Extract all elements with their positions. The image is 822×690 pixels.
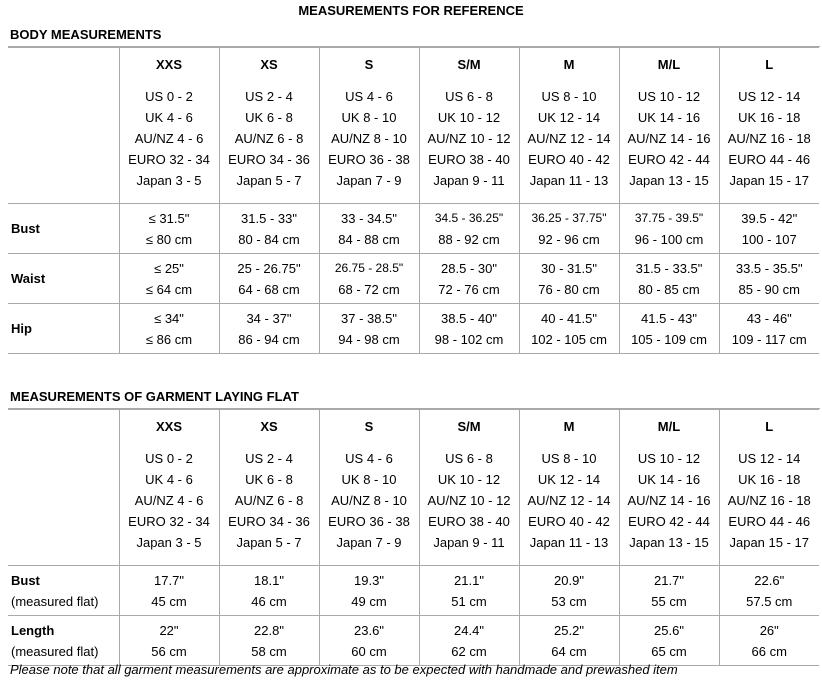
row-label: Length — [11, 622, 55, 638]
measurement-cell — [219, 566, 319, 616]
inches-value: 36.25 - 37.75" — [531, 210, 607, 225]
size-header-cell — [619, 48, 719, 204]
size-conversion-line: EURO 36 - 38 — [328, 514, 410, 529]
size-conversion-line: Japan 15 - 17 — [729, 173, 809, 188]
size-conversion-line: UK 8 - 10 — [341, 110, 397, 125]
size-conversion-line: UK 4 - 6 — [145, 110, 193, 125]
size-header-row — [8, 410, 819, 566]
inches-value: ≤ 25" — [154, 260, 184, 276]
size-conversion-line: UK 12 - 14 — [537, 472, 601, 487]
cm-value: 65 cm — [651, 643, 687, 659]
size-header-cell — [419, 410, 519, 566]
measurement-cell — [419, 566, 519, 616]
size-conversion-line: US 6 - 8 — [445, 89, 493, 104]
size-conversion-line: US 10 - 12 — [637, 89, 701, 104]
size-conversion-line: Japan 11 - 13 — [529, 535, 609, 550]
inches-value: 39.5 - 42" — [741, 210, 798, 226]
measurement-row — [8, 566, 819, 616]
size-conversion-line: AU/NZ 8 - 10 — [331, 131, 407, 146]
row-label: Hip — [11, 321, 32, 336]
inches-value: 24.4" — [454, 622, 484, 638]
size-header-cell — [219, 48, 319, 204]
size-conversion-line: US 0 - 2 — [145, 89, 193, 104]
size-conversion-line: EURO 38 - 40 — [428, 152, 510, 167]
cm-value: ≤ 64 cm — [145, 281, 193, 297]
measurement-cell — [219, 204, 319, 254]
size-conversion-line: EURO 36 - 38 — [328, 152, 410, 167]
size-conversion-line: UK 12 - 14 — [537, 110, 601, 125]
size-name: L — [765, 57, 774, 72]
size-conversion-line: US 0 - 2 — [145, 451, 193, 466]
size-conversion-line: AU/NZ 12 - 14 — [527, 131, 611, 146]
size-conversion-line: EURO 38 - 40 — [428, 514, 510, 529]
cm-value: 109 - 117 cm — [731, 331, 807, 347]
size-name: M — [563, 419, 575, 434]
size-conversion-line: UK 8 - 10 — [341, 472, 397, 487]
measurement-cell — [119, 254, 219, 304]
cm-value: 80 - 84 cm — [238, 231, 300, 247]
measurement-cell — [219, 304, 319, 354]
inches-value: 37.75 - 39.5" — [634, 210, 704, 225]
size-conversion-line: AU/NZ 10 - 12 — [427, 131, 511, 146]
size-conversion-line: AU/NZ 14 - 16 — [627, 493, 711, 508]
size-name: S — [364, 419, 374, 434]
row-label: Bust — [11, 572, 40, 588]
measurement-cell — [719, 254, 819, 304]
size-conversion-line: Japan 9 - 11 — [433, 535, 505, 550]
inches-value: 23.6" — [354, 622, 384, 638]
inches-value: 37 - 38.5" — [341, 310, 397, 326]
measurement-cell — [119, 204, 219, 254]
size-conversion-line: Japan 13 - 15 — [629, 173, 709, 188]
size-conversion-line: Japan 7 - 9 — [336, 535, 402, 550]
inches-value: 34 - 37" — [246, 310, 292, 326]
inches-value: 26" — [759, 622, 779, 638]
inches-value: ≤ 31.5" — [148, 210, 190, 226]
inches-value: 25.6" — [654, 622, 684, 638]
cm-value: 51 cm — [451, 593, 487, 609]
measurement-cell — [119, 304, 219, 354]
empty-corner-cell — [8, 410, 119, 566]
cm-value: 46 cm — [251, 593, 287, 609]
inches-value: 38.5 - 40" — [441, 310, 497, 326]
size-conversion-line: EURO 34 - 36 — [228, 514, 310, 529]
size-conversion-line: AU/NZ 4 - 6 — [134, 493, 204, 508]
size-conversion-line: Japan 11 - 13 — [529, 173, 609, 188]
measurement-cell — [419, 204, 519, 254]
size-name: XXS — [155, 419, 182, 434]
measurement-cell — [319, 616, 419, 666]
size-conversion-line: Japan 7 - 9 — [336, 173, 402, 188]
inches-value: 25 - 26.75" — [237, 260, 301, 276]
row-label: Bust — [11, 221, 40, 236]
cm-value: 88 - 92 cm — [438, 231, 500, 247]
measurement-cell — [419, 616, 519, 666]
measurement-row — [8, 616, 819, 666]
size-conversion-line: AU/NZ 8 - 10 — [331, 493, 407, 508]
body-measurements-table — [8, 47, 819, 354]
measurement-cell — [719, 566, 819, 616]
measurement-cell — [319, 204, 419, 254]
size-conversion-line: AU/NZ 6 - 8 — [234, 493, 304, 508]
size-conversion-line: UK 10 - 12 — [437, 472, 501, 487]
measurement-cell — [519, 304, 619, 354]
measurement-cell — [519, 254, 619, 304]
cm-value: 62 cm — [451, 643, 487, 659]
cm-value: 105 - 109 cm — [631, 331, 707, 347]
size-header-cell — [719, 410, 819, 566]
size-name: S/M — [457, 57, 481, 72]
cm-value: 56 cm — [151, 643, 187, 659]
footnote: Please note that all garment measurements are approximate as to be expected with handmade and prewashed item — [10, 662, 678, 677]
row-label: Waist — [11, 271, 46, 286]
size-conversion-line: UK 16 - 18 — [738, 472, 801, 487]
inches-value: 22" — [159, 622, 179, 638]
size-conversion-line: AU/NZ 6 - 8 — [234, 131, 304, 146]
size-conversion-line: EURO 32 - 34 — [128, 514, 210, 529]
cm-value: 64 - 68 cm — [238, 281, 300, 297]
cm-value: 57.5 cm — [746, 593, 793, 609]
cm-value: 80 - 85 cm — [638, 281, 700, 297]
inches-value: 17.7" — [154, 572, 184, 588]
size-name: XS — [260, 57, 278, 72]
measurement-row — [8, 304, 819, 354]
measurement-cell — [119, 616, 219, 666]
size-header-cell — [519, 410, 619, 566]
size-conversion-line: EURO 40 - 42 — [528, 514, 610, 529]
cm-value: ≤ 86 cm — [145, 331, 193, 347]
inches-value: 22.6" — [754, 572, 785, 588]
measurement-cell — [619, 254, 719, 304]
size-conversion-line: US 4 - 6 — [345, 451, 393, 466]
cm-value: 98 - 102 cm — [434, 331, 504, 347]
size-conversion-line: UK 6 - 8 — [245, 110, 293, 125]
empty-corner-cell — [8, 48, 119, 204]
measurement-cell — [519, 204, 619, 254]
size-conversion-line: AU/NZ 10 - 12 — [427, 493, 511, 508]
row-label-cell — [8, 254, 119, 304]
inches-value: 31.5 - 33" — [241, 210, 297, 226]
inches-value: 22.8" — [254, 622, 284, 638]
inches-value: 25.2" — [554, 622, 584, 638]
size-conversion-line: UK 6 - 8 — [245, 472, 293, 487]
size-name: S — [364, 57, 374, 72]
cm-value: 72 - 76 cm — [438, 281, 500, 297]
size-conversion-line: Japan 3 - 5 — [136, 173, 202, 188]
measurement-cell — [719, 616, 819, 666]
size-conversion-line: Japan 13 - 15 — [629, 535, 709, 550]
size-header-cell — [119, 410, 219, 566]
garment-measurements-table — [8, 409, 819, 666]
size-conversion-line: US 4 - 6 — [345, 89, 393, 104]
garment-measurements-title: MEASUREMENTS OF GARMENT LAYING FLAT — [10, 389, 299, 404]
size-header-cell — [519, 48, 619, 204]
inches-value: 40 - 41.5" — [541, 310, 597, 326]
size-conversion-line: US 8 - 10 — [541, 89, 597, 104]
size-conversion-line: UK 14 - 16 — [637, 472, 701, 487]
measurement-cell — [719, 204, 819, 254]
inches-value: 20.9" — [554, 572, 584, 588]
size-header-cell — [219, 410, 319, 566]
row-sublabel: (measured flat) — [11, 593, 99, 609]
size-conversion-line: UK 4 - 6 — [145, 472, 193, 487]
size-conversion-line: EURO 32 - 34 — [128, 152, 210, 167]
inches-value: 18.1" — [254, 572, 284, 588]
size-conversion-line: US 12 - 14 — [738, 89, 801, 104]
cm-value: 49 cm — [351, 593, 387, 609]
size-name: M/L — [657, 419, 681, 434]
size-conversion-line: US 12 - 14 — [738, 451, 801, 466]
size-name: M/L — [657, 57, 681, 72]
size-name: S/M — [457, 419, 481, 434]
size-conversion-line: AU/NZ 16 - 18 — [727, 131, 811, 146]
inches-value: 31.5 - 33.5" — [635, 260, 703, 276]
size-conversion-line: US 8 - 10 — [541, 451, 597, 466]
size-conversion-line: Japan 9 - 11 — [433, 173, 505, 188]
inches-value: 30 - 31.5" — [541, 260, 597, 276]
cm-value: 58 cm — [251, 643, 287, 659]
inches-value: 33 - 34.5" — [341, 210, 397, 226]
cm-value: 66 cm — [751, 643, 787, 659]
size-header-cell — [619, 410, 719, 566]
size-conversion-line: Japan 5 - 7 — [236, 535, 302, 550]
measurement-cell — [319, 566, 419, 616]
measurement-cell — [719, 304, 819, 354]
inches-value: 19.3" — [354, 572, 384, 588]
measurement-cell — [219, 254, 319, 304]
cm-value: 100 - 107 — [741, 231, 797, 247]
inches-value: 26.75 - 28.5" — [334, 260, 404, 275]
cm-value: 86 - 94 cm — [238, 331, 300, 347]
measurement-cell — [519, 566, 619, 616]
measurement-cell — [319, 254, 419, 304]
size-conversion-line: Japan 3 - 5 — [136, 535, 202, 550]
size-conversion-line: AU/NZ 16 - 18 — [727, 493, 811, 508]
measurement-cell — [219, 616, 319, 666]
cm-value: 53 cm — [551, 593, 587, 609]
cm-value: 60 cm — [351, 643, 387, 659]
cm-value: 45 cm — [151, 593, 187, 609]
size-conversion-line: UK 14 - 16 — [637, 110, 701, 125]
size-conversion-line: EURO 44 - 46 — [728, 152, 811, 167]
inches-value: 43 - 46" — [746, 310, 792, 326]
row-label-cell — [8, 566, 119, 616]
measurement-cell — [319, 304, 419, 354]
size-conversion-line: EURO 34 - 36 — [228, 152, 310, 167]
size-conversion-line: Japan 15 - 17 — [729, 535, 809, 550]
inches-value: 41.5 - 43" — [641, 310, 697, 326]
cm-value: 92 - 96 cm — [538, 231, 600, 247]
size-name: L — [765, 419, 774, 434]
size-conversion-line: UK 16 - 18 — [738, 110, 801, 125]
measurement-cell — [419, 254, 519, 304]
row-label-cell — [8, 304, 119, 354]
measurement-cell — [619, 616, 719, 666]
measurement-cell — [119, 566, 219, 616]
row-label-cell — [8, 616, 119, 666]
row-sublabel: (measured flat) — [11, 643, 99, 659]
size-conversion-line: UK 10 - 12 — [437, 110, 501, 125]
cm-value: 68 - 72 cm — [338, 281, 400, 297]
inches-value: 21.7" — [654, 572, 684, 588]
size-header-cell — [319, 48, 419, 204]
size-conversion-line: US 2 - 4 — [245, 89, 293, 104]
measurement-row — [8, 204, 819, 254]
body-measurements-title: BODY MEASUREMENTS — [10, 27, 162, 42]
size-name: M — [563, 57, 575, 72]
size-header-cell — [119, 48, 219, 204]
cm-value: 55 cm — [651, 593, 687, 609]
size-header-cell — [719, 48, 819, 204]
inches-value: ≤ 34" — [154, 310, 184, 326]
inches-value: 28.5 - 30" — [441, 260, 497, 276]
cm-value: 94 - 98 cm — [338, 331, 400, 347]
page-title: MEASUREMENTS FOR REFERENCE — [298, 3, 524, 18]
size-header-cell — [419, 48, 519, 204]
cm-value: 64 cm — [551, 643, 587, 659]
size-name: XS — [260, 419, 278, 434]
size-conversion-line: AU/NZ 14 - 16 — [627, 131, 711, 146]
size-conversion-line: EURO 42 - 44 — [628, 514, 710, 529]
size-conversion-line: EURO 44 - 46 — [728, 514, 811, 529]
size-header-cell — [319, 410, 419, 566]
size-conversion-line: EURO 40 - 42 — [528, 152, 610, 167]
row-label-cell — [8, 204, 119, 254]
measurement-cell — [619, 566, 719, 616]
size-header-row — [8, 48, 819, 204]
size-conversion-line: US 2 - 4 — [245, 451, 293, 466]
size-conversion-line: EURO 42 - 44 — [628, 152, 710, 167]
cm-value: 102 - 105 cm — [531, 331, 607, 347]
size-conversion-line: US 10 - 12 — [637, 451, 701, 466]
size-conversion-line: AU/NZ 4 - 6 — [134, 131, 204, 146]
size-conversion-line: US 6 - 8 — [445, 451, 493, 466]
size-conversion-line: Japan 5 - 7 — [236, 173, 302, 188]
size-conversion-line: AU/NZ 12 - 14 — [527, 493, 611, 508]
inches-value: 34.5 - 36.25" — [434, 210, 504, 225]
inches-value: 21.1" — [454, 572, 484, 588]
measurement-cell — [519, 616, 619, 666]
cm-value: 96 - 100 cm — [634, 231, 704, 247]
measurement-cell — [619, 204, 719, 254]
measurement-row — [8, 254, 819, 304]
cm-value: 85 - 90 cm — [738, 281, 800, 297]
measurement-cell — [619, 304, 719, 354]
measurement-cell — [419, 304, 519, 354]
cm-value: ≤ 80 cm — [145, 231, 193, 247]
cm-value: 84 - 88 cm — [338, 231, 400, 247]
size-name: XXS — [155, 57, 182, 72]
inches-value: 33.5 - 35.5" — [735, 260, 803, 276]
cm-value: 76 - 80 cm — [538, 281, 600, 297]
